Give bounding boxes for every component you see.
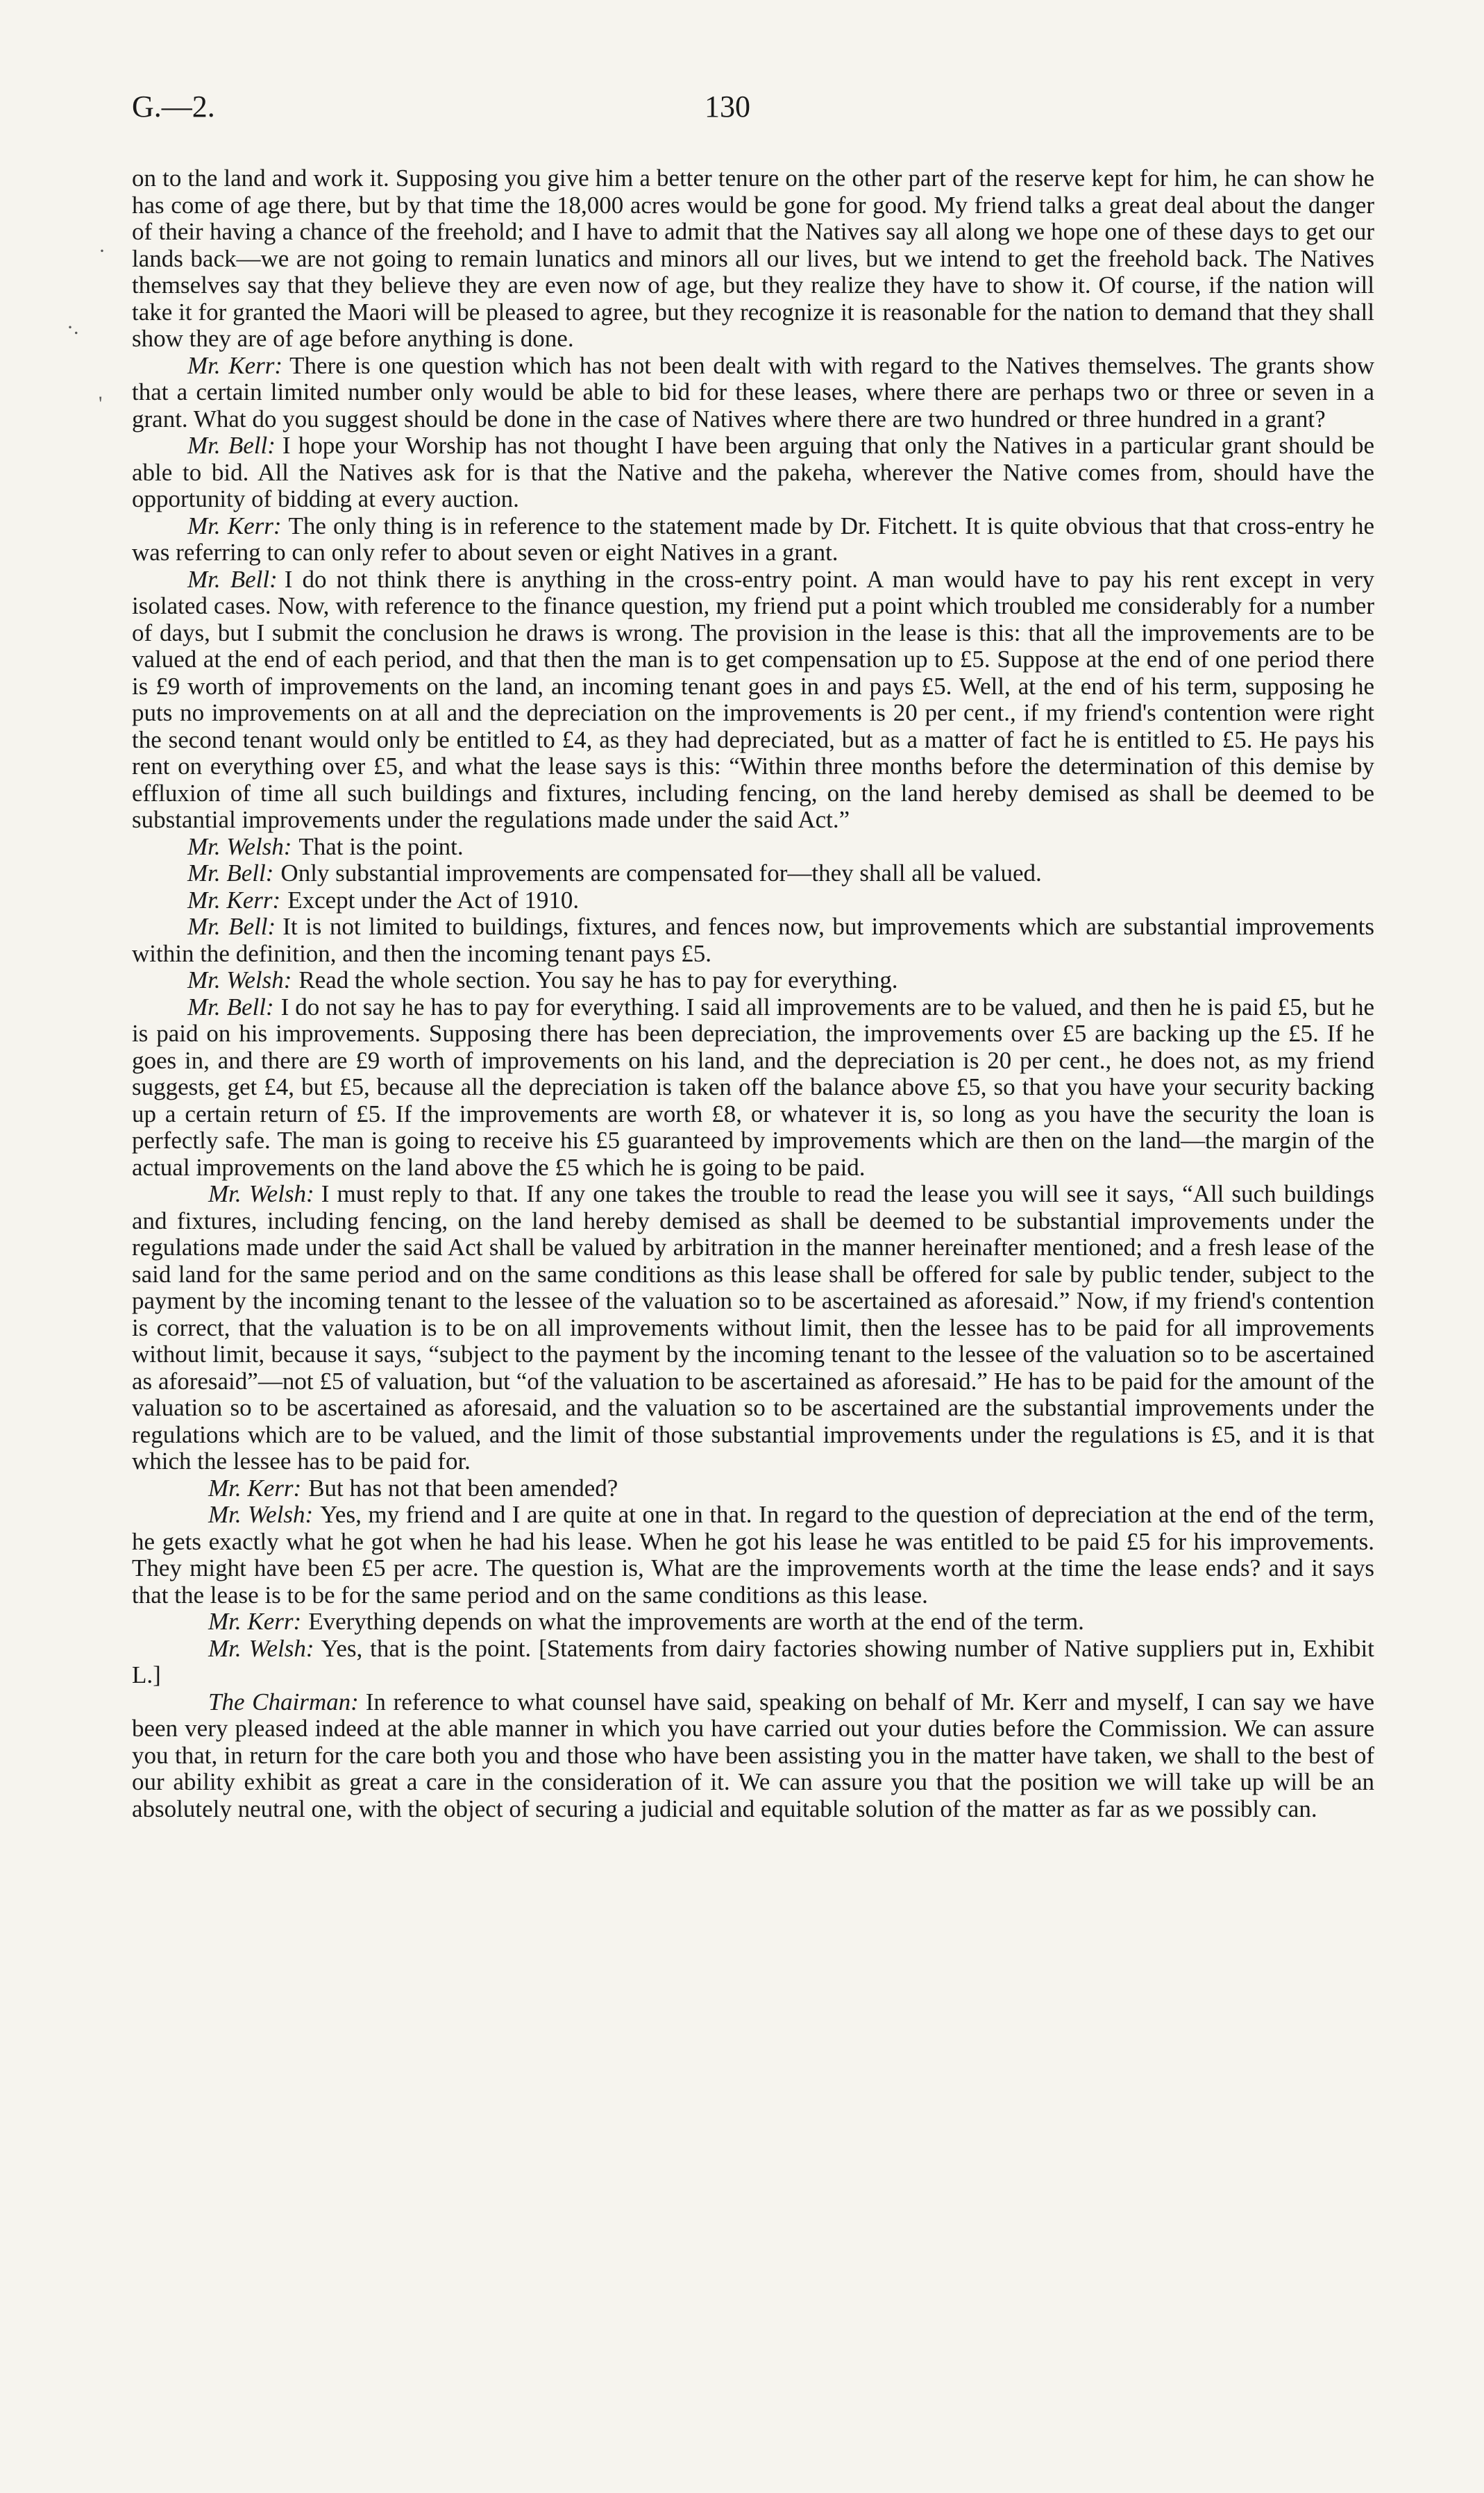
speech-text: I must reply to that. If any one takes the trouble to read the lease you will see it says, “All such buildings and fixtures, including fencing, on the land hereby demised as shall be deemed to be substantial improvements under the regulations made under the said Act shall be valued by arbitration in the manner hereinafter mentioned; and a fresh lease of the said land for the same period and on the same conditions as this lease shall be offered for sale by public tender, subject to the payment by the incoming tenant to the lessee of the valuation so to be ascertained as aforesaid.” Now, if my friend's contention is correct, that the valuation is to be on all improvements without limit, then the lessee has to be paid for all improvements without limit, because it says, “subject to the payment by the incoming tenant to the lessee of the valuation so to be ascertained as aforesaid”—not £5 of valuation, but “of the valuation to be ascertained as aforesaid.” He has to be paid for the amount of the valuation so to be ascertained as aforesaid, and the valuation so to be ascertained are the substantial improvements under the regulations which are to be valued, and the limit of those substantial improvements under the regulations is £5, and it is that which the lessee has to be paid for. [132, 1180, 1374, 1475]
speaker-name: Mr. Kerr: [208, 1608, 302, 1635]
transcript-body [132, 165, 1374, 1822]
speech-text: I do not say he has to pay for everything. I said all improvements are to be valued, and then he is paid £5, but he is paid on his improvements. Supposing there has been depreciation, the improvements over £5 are backing up the £5. If he goes in, and there are £9 worth of improvements on his land, and the depreciation is 20 per cent., he does not, as my friend suggests, get £4, but £5, because all the depreciation is taken off the balance above £5, so that you have your security backing up a certain return of £5. If the improvements are worth £8, or whatever it is, so long as you have the security the loan is perfectly safe. The man is going to receive his £5 guaranteed by improvements which are then on the land—the margin of the actual improvements on the land above the £5 which he is going to be paid. [132, 993, 1374, 1181]
speaker-name: Mr. Bell: [187, 913, 276, 940]
transcript-paragraph [132, 967, 1374, 994]
speech-text: Only substantial improvements are compensated for—they shall all be valued. [280, 859, 1042, 887]
speaker-name: Mr. Kerr: [208, 1474, 302, 1502]
speaker-name: Mr. Welsh: [208, 1634, 314, 1662]
speech-text: I hope your Worship has not thought I have been arguing that only the Natives in a particular grant should be able to bid. All the Natives ask for is that the Native and the pakeha, wherever the Native comes from, should have the opportunity of bidding at every auction. [132, 432, 1374, 512]
speech-text: There is one question which has not been dealt with with regard to the Natives themselves. The grants show that a certain limited number only would be able to bid for these leases, where there are perhaps two or three or seven in a grant. What do you suggest should be done in the case of Natives where there are two hundred or three hundred in a grant? [132, 351, 1374, 433]
opening-paragraph: on to the land and work it. Supposing you give him a better tenure on the other part of the reserve kept for him, he can show he has come of age there, but by that time the 18,000 acres would be gone for good. My friend talks a great deal about the danger of their having a chance of the freehold; and I have to admit that the Natives say all along we hope one of these days to get our lands back—we are not going to remain lunatics and minors all our lives, but we intend to get the freehold back. The Natives themselves say that they believe they are even now of age, but they realize they have to show it. Of course, if the nation will take it for granted the Maori will be pleased to agree, but they recognize it is reasonable for the nation to demand that they shall show they are of age before anything is done. [132, 165, 1374, 352]
transcript-paragraph [132, 1609, 1374, 1636]
margin-mark: ' [99, 392, 103, 415]
transcript-paragraph [132, 914, 1374, 967]
speaker-name: Mr. Kerr: [187, 886, 281, 914]
transcript-paragraph [132, 1502, 1374, 1609]
transcript-paragraph [132, 1181, 1374, 1475]
transcript-paragraph [132, 566, 1374, 834]
transcript-paragraph [132, 1636, 1374, 1689]
speech-text: I do not think there is anything in the cross-entry point. A man would have to pay his rent except in very isolated cases. Now, with reference to the finance question, my friend put a point which troubled me considerably for a number of days, but I submit the conclusion he draws is wrong. The provision in the lease is this: that all the improvements are to be valued at the end of each period, and that then the man is to get compensation up to £5. Suppose at the end of one period there is £9 worth of improvements on the land, an incoming tenant goes in and pays £5. Well, at the end of his term, supposing he puts no improvements on at all and the depreciation on the improvements is 20 per cent., if my friend's contention were right the second tenant would only be entitled to £4, as they had depreciated, but as a matter of fact he is entitled to £5. He pays his rent on everything over £5, and what the lease says is this: “Within three months before the determination of this demise by effluxion of time all such buildings and fixtures, including fencing, on the land hereby demised as shall be deemed to be substantial improvements under the regulations made under the said Act.” [132, 565, 1374, 833]
document-code: G.—2. [132, 90, 215, 124]
speech-text: Everything depends on what the improvements are worth at the end of the term. [308, 1608, 1084, 1635]
speaker-name: Mr. Bell: [187, 993, 274, 1021]
margin-mark: · [99, 240, 106, 262]
speech-text: It is not limited to buildings, fixtures, and fences now, but improvements which are substantial improvements within the definition, and then the incoming tenant pays £5. [132, 913, 1374, 967]
page-number: 130 [705, 90, 750, 124]
speech-text: That is the point. [298, 832, 464, 860]
speaker-name: Mr. Kerr: [187, 512, 282, 539]
transcript-paragraph [132, 860, 1374, 887]
transcript-paragraph [132, 433, 1374, 513]
speaker-name: Mr. Bell: [187, 565, 278, 593]
page-header [132, 89, 1374, 144]
speaker-name: Mr. Bell: [187, 859, 274, 887]
transcript-paragraph [132, 1475, 1374, 1502]
transcript-paragraph [132, 513, 1374, 566]
speaker-name: Mr. Kerr: [187, 351, 283, 379]
speaker-name: Mr. Welsh: [208, 1501, 314, 1528]
speaker-name: Mr. Welsh: [187, 966, 292, 993]
speech-text: In reference to what counsel have said, speaking on behalf of Mr. Kerr and myself, I can say we have been very pleased indeed at the able manner in which you have carried out your duties before the Commission. We can assure you that, in return for the care both you and those who have been assisting you in the matter have taken, we shall to the best of our ability exhibit as great a care in the consideration of it. We can assure you that the position we will take up will be an absolutely neutral one, with the object of securing a judicial and equitable solution of the matter as far as we possibly can. [132, 1688, 1374, 1822]
transcript-paragraph [132, 994, 1374, 1182]
transcript-paragraph [132, 834, 1374, 861]
transcript-paragraph [132, 887, 1374, 914]
speaker-name: Mr. Welsh: [208, 1180, 314, 1207]
speech-text: But has not that been amended? [308, 1474, 618, 1502]
speaker-name: The Chairman: [208, 1688, 359, 1715]
margin-mark: ·. [67, 316, 79, 339]
transcript-paragraph [132, 1689, 1374, 1823]
speech-text: Yes, my friend and I are quite at one in that. In regard to the question of depreciation at the end of the term, he gets exactly what he got when he had his lease. When he got his lease he was entitled to be paid £5 for his improvements. They might have been £5 per acre. The question is, What are the improvements worth at the time the lease ends? and it says that the lease is to be for the same period and on the same conditions as this lease. [132, 1501, 1375, 1609]
speaker-name: Mr. Bell: [187, 432, 276, 459]
speech-text: Read the whole section. You say he has to pay for everything. [298, 966, 898, 993]
speech-text: Except under the Act of 1910. [287, 886, 580, 914]
speaker-name: Mr. Welsh: [187, 832, 292, 860]
speech-text: The only thing is in reference to the statement made by Dr. Fitchett. It is quite obvious that that cross-entry he was referring to can only refer to about seven or eight Natives in a grant. [132, 512, 1374, 566]
transcript-paragraph [132, 353, 1374, 433]
speech-text: Yes, that is the point. [Statements from dairy factories showing number of Native suppliers put in, Exhibit L.] [132, 1634, 1375, 1688]
